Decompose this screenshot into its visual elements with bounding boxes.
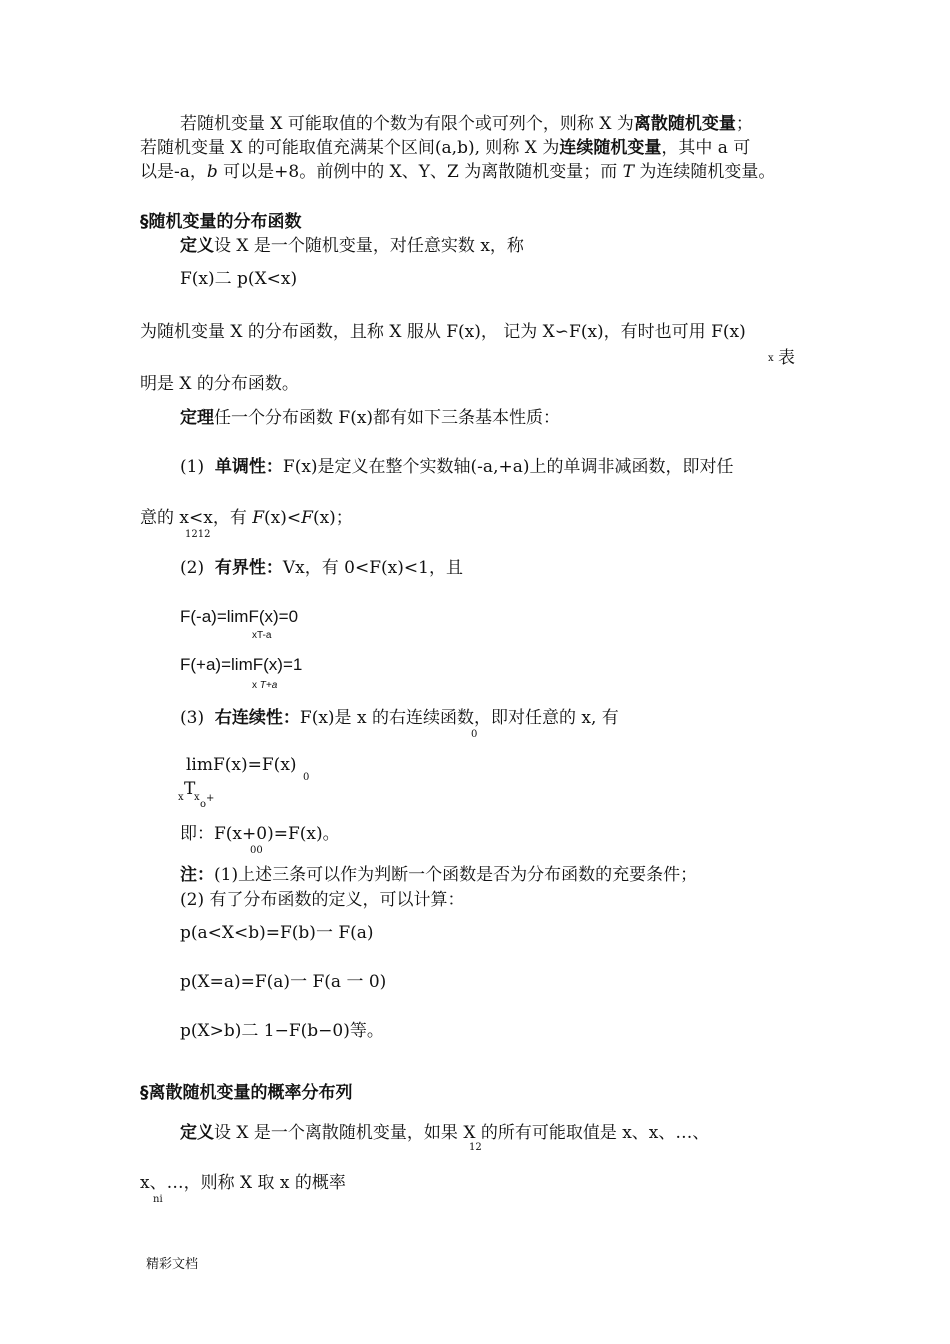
distribution-line-2: 明是 X 的分布函数。 (140, 374, 299, 394)
distribution-line-1: 为随机变量 X 的分布函数，且称 X 服从 F(x)， 记为 X∽F(x)，有时也可用 F(x) (140, 322, 746, 342)
subscript: 0 (303, 772, 310, 783)
text: (x)； (312, 508, 353, 528)
footer-text: 精彩文档 (146, 1257, 199, 1272)
text: 表 (778, 348, 795, 368)
text: 设 X 是一个随机变量，对任意实数 x，称 (214, 236, 524, 256)
property-label: 有界性： (214, 558, 283, 578)
subscript: o (200, 799, 207, 810)
formula-right-continuity-equiv: 即：F(x+0)=F(x)。 (180, 824, 340, 844)
property-number: (3) (180, 708, 205, 728)
term-continuous: 连续随机变量 (559, 138, 662, 158)
var-t: T (622, 162, 634, 182)
formula-distribution: F(x)二 p(X<x) (180, 269, 298, 289)
intro-line-1 (180, 113, 753, 135)
definition-label: 定义 (180, 236, 214, 256)
var: F (252, 508, 265, 528)
property-label: 单调性： (214, 457, 283, 477)
subscript (252, 680, 277, 692)
subscript: x (178, 792, 184, 803)
calc-formula-1: p(a<X<b)=F(b)一 F(a) (180, 923, 374, 943)
property-1-cont (140, 507, 353, 529)
property-number: (1) (180, 457, 205, 477)
definition-line (180, 235, 524, 257)
subscript: 0 (471, 729, 478, 740)
formula-upper-limit: F(+a)=limF(x)=1 (180, 655, 303, 674)
text: Vx，有 0<F(x)<1，且 (282, 558, 463, 578)
property-3 (180, 707, 619, 729)
property-1 (180, 456, 733, 478)
text: F(x)是定义在整个实数轴(-a,+a)上的单调非减函数，即对任 (282, 457, 734, 477)
property-label: 右连续性： (214, 708, 300, 728)
theorem-line (180, 407, 560, 429)
text: (1)上述三条可以作为判断一个函数是否为分布函数的充要条件； (214, 865, 698, 885)
limit-arrow: T (184, 779, 196, 799)
formula-right-continuity: limF(x)=F(x) (186, 755, 297, 775)
text: F(x)是 x 的右连续函数，即对任意的 x, 有 (299, 708, 619, 728)
text: ； (735, 114, 753, 134)
var-b: b (206, 162, 218, 182)
subscript: xT-a (252, 630, 272, 641)
note-label: 注： (180, 865, 214, 885)
property-number: (2) (180, 558, 205, 578)
subscript: 1212 (185, 529, 211, 540)
intro-line-2 (140, 137, 750, 159)
text: x (252, 680, 257, 691)
note-2: (2) 有了分布函数的定义，可以计算： (180, 890, 465, 910)
subscript: + (206, 793, 215, 804)
subscript: 12 (469, 1142, 482, 1153)
calc-formula-2: p(X=a)=F(a)一 F(a 一 0) (180, 972, 387, 992)
subscript: 00 (250, 845, 263, 856)
definition-line-2 (180, 1122, 709, 1144)
subscript: ni (153, 1194, 163, 1205)
definition-line-2-cont: x、…，则称 X 取 x 的概率 (140, 1173, 346, 1193)
text: 若随机变量 X 可能取值的个数为有限个或可列个，则称 X 为 (180, 114, 634, 134)
theorem-label: 定理 (180, 408, 214, 428)
note-1 (180, 864, 697, 886)
term-discrete: 离散随机变量 (633, 114, 736, 134)
formula-lower-limit: F(-a)=limF(x)=0 (180, 607, 299, 626)
subscript: x (768, 353, 774, 364)
text: 意的 x<x，有 (140, 508, 253, 528)
definition-label: 定义 (180, 1123, 214, 1143)
text: (x)< (264, 508, 302, 528)
text: 设 X 是一个离散随机变量，如果 X 的所有可能取值是 x、x、…、 (214, 1123, 710, 1143)
var: F (301, 508, 313, 528)
text: ，其中 a 可 (661, 138, 751, 158)
text: 为连续随机变量。 (633, 162, 776, 182)
section-heading-discrete-distribution: §离散随机变量的概率分布列 (140, 1083, 353, 1103)
property-2 (180, 557, 463, 579)
calc-formula-3: p(X>b)二 1−F(b−0)等。 (180, 1021, 384, 1041)
text: 以是-a， (140, 162, 207, 182)
text: T+a (259, 680, 278, 691)
text: 任一个分布函数 F(x)都有如下三条基本性质： (214, 408, 561, 428)
section-heading-distribution-function: §随机变量的分布函数 (140, 212, 302, 232)
intro-line-3 (140, 161, 775, 183)
text: 可以是+8。前例中的 X、Y、Z 为离散随机变量；而 (217, 162, 623, 182)
text: 若随机变量 X 的可能取值充满某个区间(a,b), 则称 X 为 (140, 138, 560, 158)
subscript: x (194, 792, 200, 803)
